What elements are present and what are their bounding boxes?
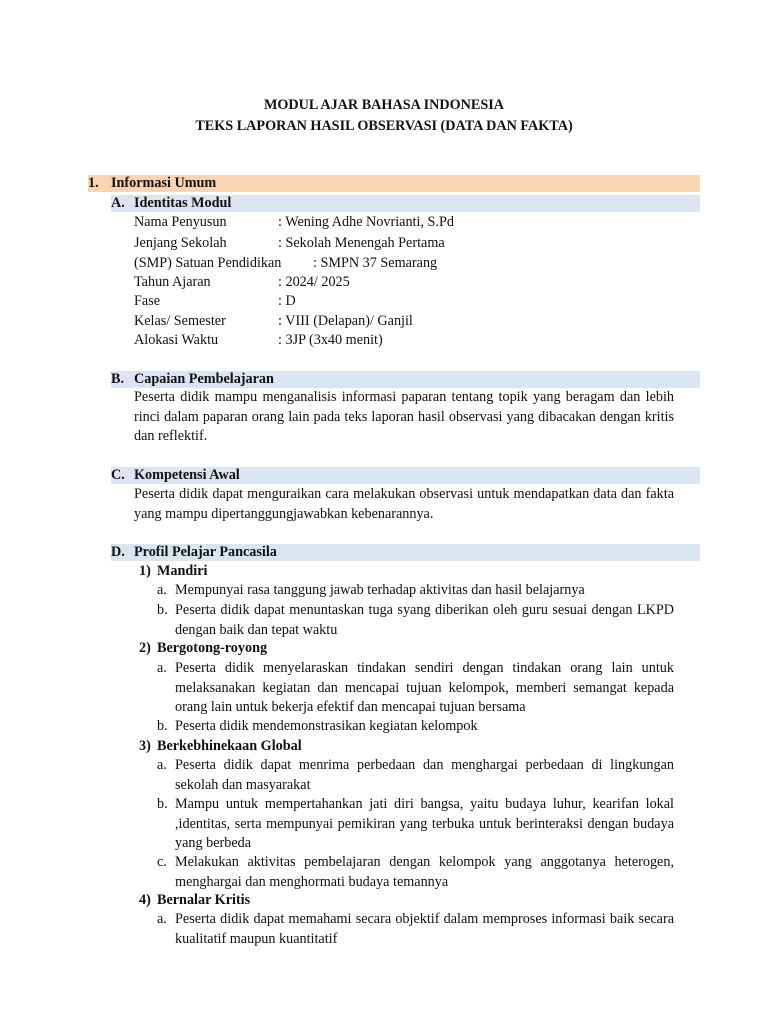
sub-item-letter: a. xyxy=(157,911,167,927)
section-b-paragraph: Peserta didik mampu menganalisis informasi paparan tentang topik yang beragam dan lebih rinci dalam paparan orang lain pada teks laporan hasil observasi yang dibacakan dengan kritis dan reflektif. xyxy=(134,389,674,444)
sub-item-text: Peserta didik mendemonstrasikan kegiatan kelompok xyxy=(175,718,478,734)
section-1-number: 1. xyxy=(88,175,99,191)
sub-item-text: Peserta didik menyelaraskan tindakan sendiri dengan tindakan orang lain untuk melaksanakan kegiatan dan mencapai tujuan kelompok, memberi semangat kepada orang lain untuk bekerja efektif dan mencapai tujuan bersama xyxy=(175,660,674,715)
section-1-heading: Informasi Umum xyxy=(111,175,217,191)
profile-item-number: 3) xyxy=(139,738,151,754)
identity-value: : 2024/ 2025 xyxy=(278,274,350,290)
identity-key: Nama Penyusun xyxy=(134,214,227,230)
document-title-line1: MODUL AJAR BAHASA INDONESIA xyxy=(263,97,505,113)
document-title-line2: TEKS LAPORAN HASIL OBSERVASI (DATA DAN FAKTA) xyxy=(195,118,573,134)
section-c-heading: Kompetensi Awal xyxy=(134,467,240,483)
profile-item-number: 2) xyxy=(139,640,151,656)
identity-key: Fase xyxy=(134,293,161,309)
identity-value: : 3JP (3x40 menit) xyxy=(278,332,383,348)
sub-item-text: Mampu untuk mempertahankan jati diri bangsa, yaitu budaya luhur, kearifan lokal ,identitas, serta mempunyai pemikiran yang terbuka untuk berinteraksi dengan budaya yang berbeda xyxy=(175,796,674,851)
identity-key: Jenjang Sekolah xyxy=(134,235,227,251)
section-a-heading: Identitas Modul xyxy=(134,195,232,211)
profile-item-label: Mandiri xyxy=(157,563,208,579)
identity-key: Alokasi Waktu xyxy=(134,332,219,348)
sub-item-letter: b. xyxy=(157,796,168,812)
identity-value: : Sekolah Menengah Pertama xyxy=(278,235,445,251)
profile-item-label: Bergotong-royong xyxy=(157,640,268,656)
sub-item-letter: a. xyxy=(157,582,167,598)
identity-value: : SMPN 37 Semarang xyxy=(313,255,438,271)
sub-item-letter: a. xyxy=(157,660,167,676)
sub-item-text: Peserta didik dapat menuntaskan tuga syang diberikan oleh guru sesuai dengan LKPD dengan baik dan tepat waktu xyxy=(175,602,674,638)
identity-key: Tahun Ajaran xyxy=(134,274,211,290)
identity-value: : Wening Adhe Novrianti, S.Pd xyxy=(278,214,454,230)
section-c-paragraph: Peserta didik dapat menguraikan cara melakukan observasi untuk mendapatkan data dan fakta yang mampu dipertanggungjawabkan kebenarannya. xyxy=(134,486,674,522)
section-b-heading: Capaian Pembelajaran xyxy=(134,371,274,387)
profile-item-label: Bernalar Kritis xyxy=(157,892,251,908)
section-b-letter: B. xyxy=(111,371,125,387)
sub-item-letter: b. xyxy=(157,602,168,618)
profile-item-label: Berkebhinekaan Global xyxy=(157,738,302,754)
sub-item-text: Peserta didik dapat memahami secara objektif dalam memproses informasi baik secara kualitatif maupun kuantitatif xyxy=(175,911,674,947)
identity-value: : D xyxy=(278,293,296,309)
identity-value: : VIII (Delapan)/ Ganjil xyxy=(278,313,413,329)
sub-item-letter: a. xyxy=(157,757,167,773)
profile-item-number: 1) xyxy=(139,563,151,579)
identity-key: Kelas/ Semester xyxy=(134,313,226,329)
sub-item-letter: c. xyxy=(157,854,167,870)
section-a-letter: A. xyxy=(111,195,125,211)
profile-item-number: 4) xyxy=(139,892,151,908)
sub-item-text: Melakukan aktivitas pembelajaran dengan kelompok yang anggotanya heterogen, menghargai dan menghormati budaya temannya xyxy=(175,854,674,890)
sub-item-text: Peserta didik dapat menrima perbedaan dan menghargai perbedaan di lingkungan sekolah dan masyarakat xyxy=(175,757,674,793)
section-d-heading: Profil Pelajar Pancasila xyxy=(134,544,277,560)
sub-item-text: Mempunyai rasa tanggung jawab terhadap aktivitas dan hasil belajarnya xyxy=(175,582,585,598)
section-c-letter: C. xyxy=(111,467,125,483)
section-d-letter: D. xyxy=(111,544,125,560)
sub-item-letter: b. xyxy=(157,718,168,734)
identity-key: (SMP) Satuan Pendidikan xyxy=(134,255,282,271)
